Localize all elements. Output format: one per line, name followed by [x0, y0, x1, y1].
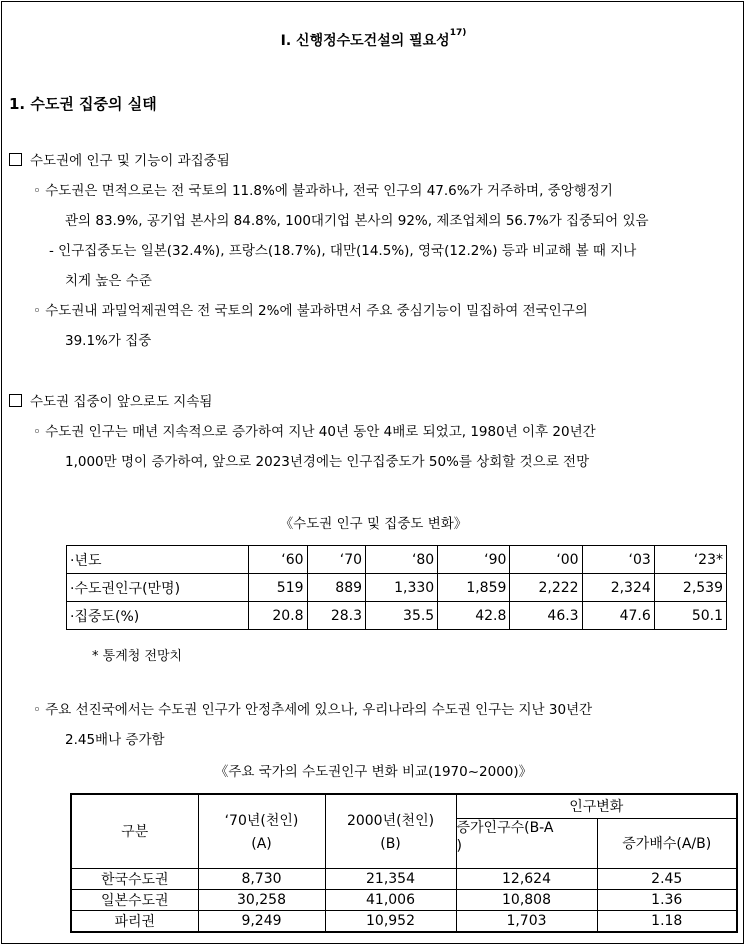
table-cell: ‘03 [582, 546, 654, 574]
table1-note: * 통계청 전망치 [92, 649, 183, 664]
paragraph-c1-line2: 2.45배나 증가함 [65, 732, 165, 748]
table-cell: 2,539 [654, 574, 726, 602]
table-cell: 1,330 [366, 574, 438, 602]
table1-caption: 《수도권 인구 및 집중도 변화》 [279, 516, 468, 532]
table-cell: ‘70 [307, 546, 366, 574]
heading-b: 수도권 집중이 앞으로도 지속됨 [9, 393, 212, 411]
table-cell: ‘00 [510, 546, 582, 574]
table2-caption: 《주요 국가의 수도권인구 변화 비교(1970~2000)》 [214, 764, 533, 780]
table-header-cell [325, 794, 456, 868]
header-line: ‘70년(천인) [224, 813, 299, 830]
header-line: (B) [380, 836, 401, 853]
table-cell: 1,703 [456, 910, 597, 932]
header-line: (A) [251, 836, 272, 853]
table-cell: 12,624 [456, 868, 597, 889]
table-cell: 1,859 [438, 574, 510, 602]
table-cell: ·수도권인구(만명) [67, 574, 249, 602]
paragraph-c1-line1: ◦ 주요 선진국에서는 수도권 인구가 안정추세에 있으나, 우리나라의 수도권 인구는 지난 30년간 [33, 702, 593, 718]
paragraph-a3-line1: ◦ 수도권내 과밀억제권역은 전 국토의 2%에 불과하면서 주요 중심기능이 밀집하여 전국인구의 [33, 303, 588, 319]
table-cell: ‘23* [654, 546, 726, 574]
table-cell: 10,952 [325, 910, 456, 932]
header-line: ) [456, 837, 462, 854]
table-cell: 30,258 [198, 889, 325, 910]
table-row [67, 574, 727, 602]
table-cell: ‘60 [249, 546, 308, 574]
table-cell: 1.18 [597, 910, 737, 932]
table-cell: 2,324 [582, 574, 654, 602]
table-row [71, 889, 737, 910]
table-cell: 41,006 [325, 889, 456, 910]
table-cell: 21,354 [325, 868, 456, 889]
paragraph-a3-line2: 39.1%가 집중 [65, 333, 152, 349]
table-cell: 일본수도권 [71, 889, 198, 910]
table-cell: 2.45 [597, 868, 737, 889]
table-header-cell [198, 794, 325, 868]
paragraph-b1-line2: 1,000만 명이 증가하여, 앞으로 2023년경에는 인구집중도가 50%를 상회할 것으로 전망 [65, 454, 590, 470]
header-line: 2000년(천인) [346, 813, 435, 830]
table-cell: 8,730 [198, 868, 325, 889]
table-header-row [67, 546, 727, 574]
paragraph-a1-line2: 관의 83.9%, 공기업 본사의 84.8%, 100대기업 본사의 92%, 제조업체의 56.7%가 집중되어 있음 [65, 213, 649, 229]
paragraph-a1-line1: ◦ 수도권은 면적으로는 전 국토의 11.8%에 불과하나, 전국 인구의 47.6%가 거주하며, 중앙행정기 [33, 183, 613, 199]
heading-a: 수도권에 인구 및 기능이 과집중됨 [9, 152, 230, 170]
table-cell: 889 [307, 574, 366, 602]
table-cell: 파리권 [71, 910, 198, 932]
table-row [71, 868, 737, 889]
table-cell: 519 [249, 574, 308, 602]
page-title: Ⅰ. 신행정수도건설의 필요성$^{17)}$ [280, 28, 467, 49]
table-cell: 47.6 [582, 602, 654, 630]
table-cell: 2,222 [510, 574, 582, 602]
table-cell: 28.3 [307, 602, 366, 630]
comparison-table [70, 793, 738, 933]
checkbox-square-icon [9, 153, 22, 166]
table-cell: 42.8 [438, 602, 510, 630]
title-footnote: 17) [449, 28, 467, 38]
table-cell: ·년도 [67, 546, 249, 574]
checkbox-square-icon [9, 394, 22, 407]
table-row [67, 602, 727, 630]
table-cell: 20.8 [249, 602, 308, 630]
header-line: 증가인구수(B-A [456, 819, 554, 836]
table-row [71, 910, 737, 932]
paragraph-a2-line2: 치게 높은 수준 [65, 273, 152, 289]
table-header-cell: 인구변화 [456, 794, 737, 818]
table-cell: 50.1 [654, 602, 726, 630]
table-header-row [71, 794, 737, 818]
table-cell: 1.36 [597, 889, 737, 910]
table-header-cell: 증가배수(A/B) [597, 818, 737, 868]
paragraph-a2-line1: - 인구집중도는 일본(32.4%), 프랑스(18.7%), 대만(14.5%), 영국(12.2%) 등과 비교해 볼 때 지나 [49, 243, 637, 259]
table-cell: 한국수도권 [71, 868, 198, 889]
table-header-cell [456, 818, 597, 868]
table-cell: 35.5 [366, 602, 438, 630]
table-cell: ‘90 [438, 546, 510, 574]
section-heading: 1. 수도권 집중의 실태 [9, 95, 157, 113]
table-cell: 46.3 [510, 602, 582, 630]
table-cell: ‘80 [366, 546, 438, 574]
table-cell: 9,249 [198, 910, 325, 932]
paragraph-b1-line1: ◦ 수도권 인구는 매년 지속적으로 증가하여 지난 40년 동안 4배로 되었고, 1980년 이후 20년간 [33, 424, 596, 440]
table-cell: 10,808 [456, 889, 597, 910]
table-header-cell: 구분 [71, 794, 198, 868]
table-cell: ·집중도(%) [67, 602, 249, 630]
population-table [66, 545, 727, 630]
